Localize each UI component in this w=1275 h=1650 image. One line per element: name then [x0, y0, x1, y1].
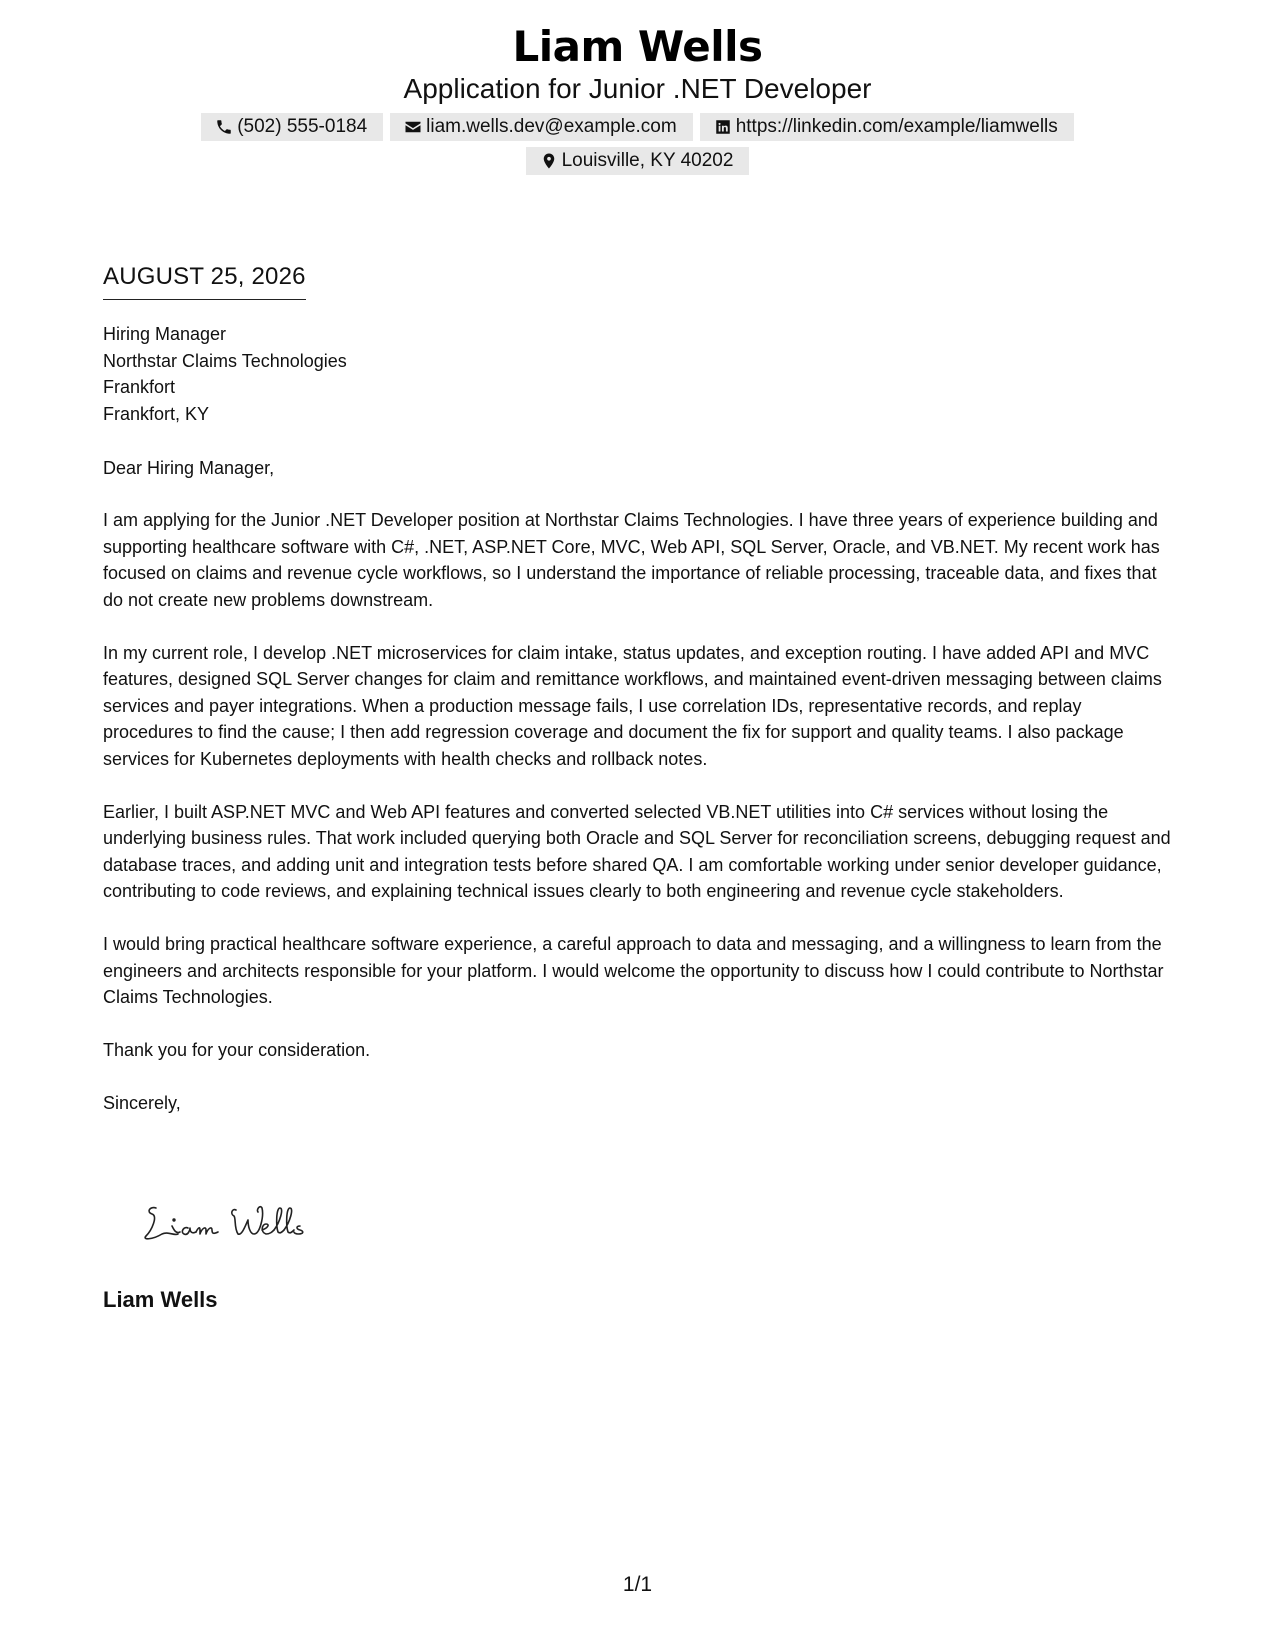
- recipient-title: Hiring Manager: [103, 324, 227, 344]
- envelope-icon: [404, 118, 422, 136]
- body-paragraph: I would bring practical healthcare software experience, a careful approach to data and messaging, and a willingness to learn from the engineers and architects responsible for your platform. I would welcome the opportunity to discuss how I could contribute to Northstar Claims Technologies.: [103, 934, 1164, 1007]
- linkedin-url[interactable]: https://linkedin.com/example/liamwells: [735, 116, 1058, 137]
- recipient-block: [103, 321, 1175, 427]
- recipient-city: Frankfort: [103, 377, 176, 397]
- contact-row: [0, 113, 1275, 141]
- phone-icon: [215, 118, 233, 136]
- letter-body: [103, 507, 1175, 1143]
- map-marker-icon: [540, 152, 558, 170]
- phone-chip: [201, 113, 383, 141]
- letter-header: [0, 22, 1275, 175]
- letter-date: AUGUST 25, 2026: [103, 261, 306, 300]
- closing: Sincerely,: [103, 1093, 181, 1113]
- phone-number: (502) 555-0184: [237, 116, 368, 137]
- recipient-company: Northstar Claims Technologies: [103, 350, 347, 371]
- handwritten-signature: [138, 1196, 328, 1244]
- page-number: 1/1: [622, 1573, 653, 1596]
- location-text: Louisville, KY 40202: [561, 150, 734, 171]
- applicant-name: Liam Wells: [512, 22, 763, 71]
- body-paragraph: In my current role, I develop .NET microservices for claim intake, status updates, and exception routing. I have added API and MVC features, designed SQL Server changes for claim and remittance workflows, and maintained event-driven messaging between claims services and payer integrations. When a production message fails, I use correlation IDs, representative records, and replay procedures to find the cause; I then add regression coverage and document the fix for support and quality teams. I also package services for Kubernetes deployments with health checks and rollback notes.: [103, 642, 1162, 769]
- signer-name: Liam Wells: [103, 1287, 218, 1312]
- application-subtitle: Application for Junior .NET Developer: [403, 73, 872, 104]
- thank-you-line: Thank you for your consideration.: [103, 1040, 371, 1060]
- linkedin-chip: [700, 113, 1074, 141]
- location-chip: [526, 147, 750, 175]
- body-paragraph: I am applying for the Junior .NET Developer position at Northstar Claims Technologies. I have three years of experience building and supporting healthcare software with C#, .NET, ASP.NET Core, MVC, Web API, SQL Server, Oracle, and VB.NET. My recent work has focused on claims and revenue cycle workflows, so I understand the importance of reliable processing, traceable data, and fixes that do not create new problems downstream.: [103, 510, 1160, 610]
- body-paragraph: Earlier, I built ASP.NET MVC and Web API features and converted selected VB.NET utilities into C# services without losing the underlying business rules. That work included querying both Oracle and SQL Server for reconciliation screens, debugging request and database traces, and adding unit and integration tests before shared QA. I am comfortable working under senior developer guidance, contributing to code reviews, and explaining technical issues clearly to both engineering and revenue cycle stakeholders.: [103, 801, 1171, 901]
- email-chip: [390, 113, 693, 141]
- salutation: Dear Hiring Manager,: [103, 458, 275, 478]
- email-address[interactable]: liam.wells.dev@example.com: [426, 116, 677, 137]
- recipient-city-state: Frankfort, KY: [103, 403, 210, 424]
- location-row: [0, 147, 1275, 175]
- linkedin-icon: [714, 118, 732, 136]
